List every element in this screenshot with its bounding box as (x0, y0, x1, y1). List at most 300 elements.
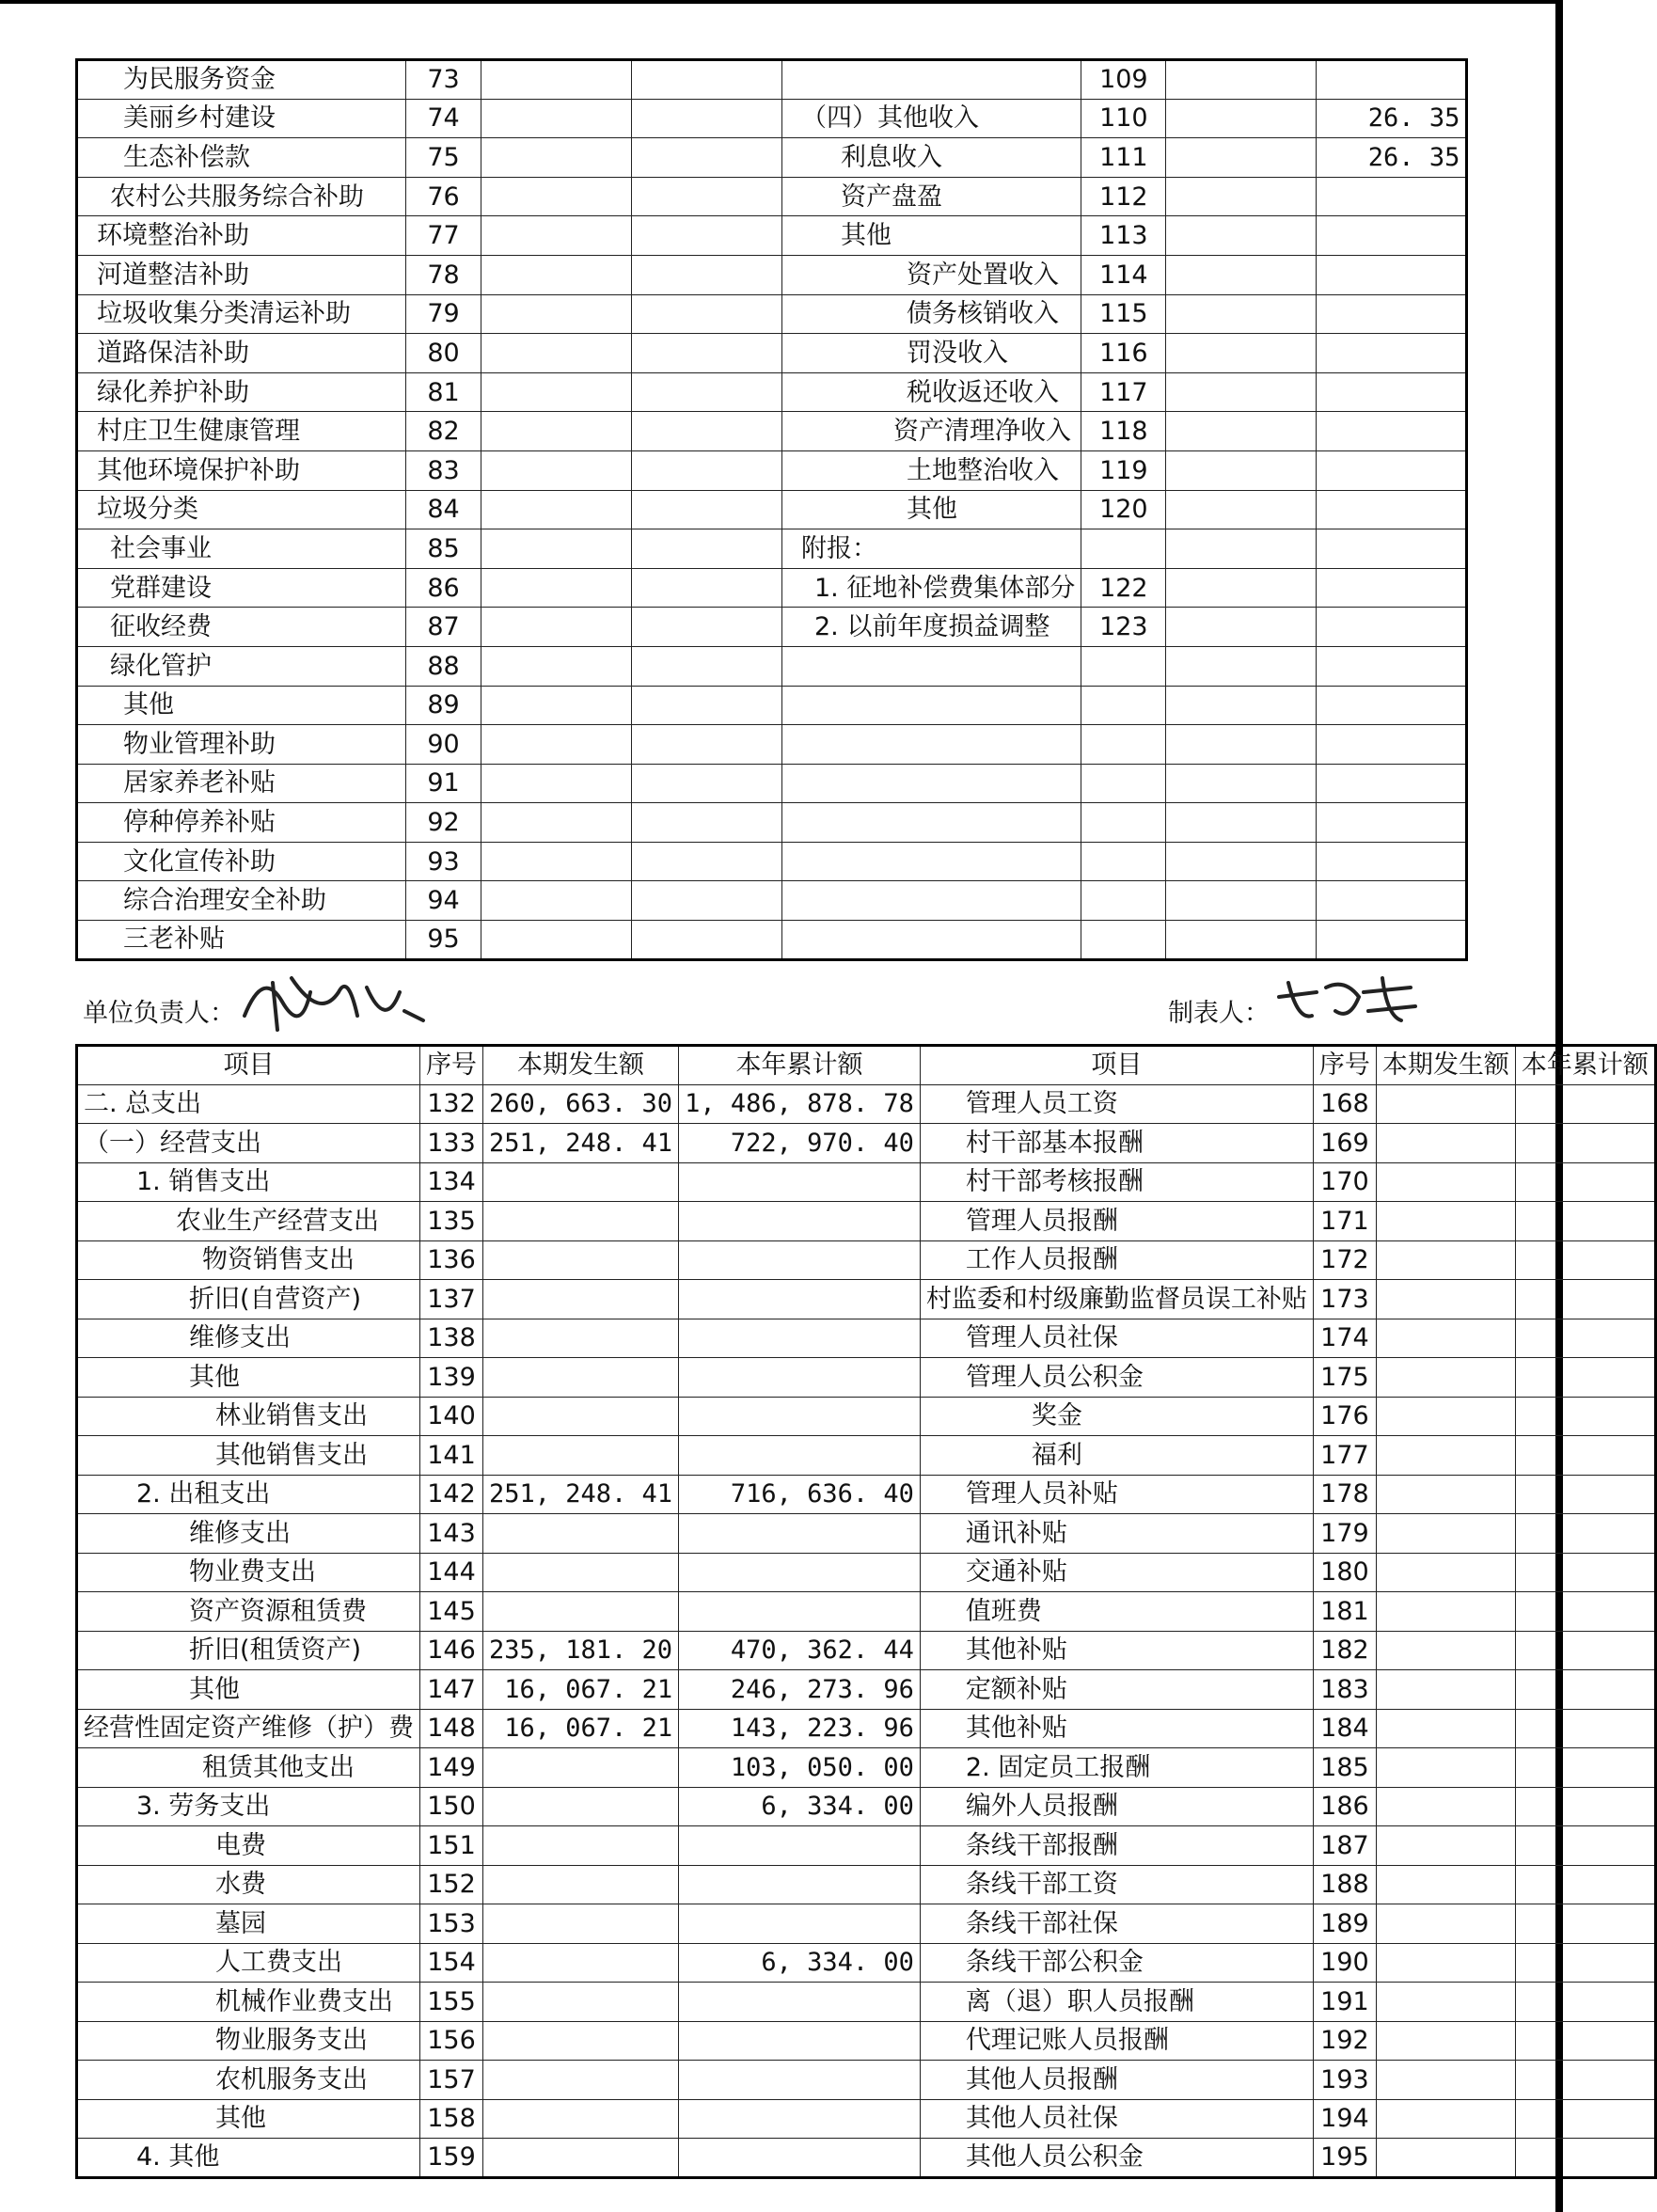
header-item-left: 项目 (77, 1046, 420, 1085)
serial-no-right: 119 (1081, 450, 1166, 490)
current-amount-left: 251, 248. 41 (483, 1475, 679, 1514)
current-amount-right (1376, 1162, 1515, 1202)
table-row (77, 1436, 1656, 1476)
header-no-right: 序号 (1313, 1046, 1376, 1085)
table-row (77, 2099, 1656, 2139)
table-row (77, 921, 1467, 960)
item-name-right: 奖金 (920, 1397, 1313, 1436)
item-name-left: 垃圾收集分类清运补助 (77, 294, 406, 334)
current-amount-right (1376, 1514, 1515, 1554)
current-amount-right (1376, 1084, 1515, 1124)
ytd-amount-right (1515, 1514, 1655, 1554)
ytd-amount-right (1515, 1709, 1655, 1748)
table-row (77, 1709, 1656, 1748)
current-amount-right (1376, 1475, 1515, 1514)
serial-no-left: 152 (420, 1865, 483, 1904)
serial-no-right: 184 (1313, 1709, 1376, 1748)
serial-no-right (1081, 725, 1166, 765)
serial-no-left: 76 (406, 177, 481, 216)
item-name-left: 人工费支出 (77, 1943, 420, 1983)
item-name-left: 租赁其他支出 (77, 1748, 420, 1788)
current-amount-right (1376, 2021, 1515, 2061)
current-amount-right (1376, 1240, 1515, 1280)
ytd-amount-right (1515, 1319, 1655, 1358)
serial-no-right: 190 (1313, 1943, 1376, 1983)
table-row (77, 1592, 1656, 1632)
preparer-label: 制表人： (1168, 999, 1270, 1028)
ytd-amount-right (1515, 1904, 1655, 1944)
serial-no-left: 87 (406, 608, 481, 647)
item-name-left: 其他 (77, 1670, 420, 1710)
serial-no-left: 89 (406, 686, 481, 725)
current-amount-left (483, 1826, 679, 1866)
current-amount-right (1376, 1631, 1515, 1670)
item-name-right: 其他人员公积金 (920, 2139, 1313, 2178)
current-amount-left (483, 1943, 679, 1983)
serial-no-right: 180 (1313, 1553, 1376, 1592)
current-amount-left (481, 568, 632, 608)
ytd-amount-left (679, 1553, 921, 1592)
serial-no-right (1081, 881, 1166, 921)
serial-no-left: 84 (406, 490, 481, 529)
item-name-left: 道路保洁补助 (77, 334, 406, 373)
current-amount-right (1166, 725, 1317, 765)
serial-no-left: 92 (406, 803, 481, 843)
item-name-right: 其他 (782, 216, 1081, 256)
current-amount-right (1166, 764, 1317, 803)
current-amount-right (1376, 1553, 1515, 1592)
ytd-amount-right: 26. 35 (1317, 99, 1467, 138)
table-row (77, 138, 1467, 178)
ytd-amount-right (1515, 2061, 1655, 2100)
item-name-right: 交通补贴 (920, 1553, 1313, 1592)
current-amount-right (1376, 2139, 1515, 2178)
serial-no-left: 136 (420, 1240, 483, 1280)
current-amount-right (1166, 334, 1317, 373)
item-name-right: 值班费 (920, 1592, 1313, 1632)
current-amount-right (1166, 255, 1317, 294)
item-name-left: 机械作业费支出 (77, 1983, 420, 2022)
current-amount-left (481, 138, 632, 178)
ytd-amount-right: 26. 35 (1317, 138, 1467, 178)
serial-no-right: 183 (1313, 1670, 1376, 1710)
item-name-left: （一）经营支出 (77, 1124, 420, 1163)
ytd-amount-right (1317, 608, 1467, 647)
ytd-amount-left: 143, 223. 96 (679, 1709, 921, 1748)
table-row (77, 177, 1467, 216)
item-name-right (782, 725, 1081, 765)
table-row (77, 1514, 1656, 1554)
current-amount-left (481, 490, 632, 529)
header-item-right: 项目 (920, 1046, 1313, 1085)
table-row (77, 686, 1467, 725)
current-amount-right (1166, 529, 1317, 569)
item-name-right: 福利 (920, 1436, 1313, 1476)
table-row (77, 1280, 1656, 1319)
serial-no-left: 75 (406, 138, 481, 178)
current-amount-left (481, 99, 632, 138)
ytd-amount-left: 716, 636. 40 (679, 1475, 921, 1514)
item-name-right: 其他人员社保 (920, 2099, 1313, 2139)
table-row (77, 1787, 1656, 1826)
item-name-left: 物业费支出 (77, 1553, 420, 1592)
item-name-left: 物资销售支出 (77, 1240, 420, 1280)
item-name-left: 其他环境保护补助 (77, 450, 406, 490)
ytd-amount-left (679, 2139, 921, 2178)
current-amount-left (483, 1397, 679, 1436)
serial-no-right: 120 (1081, 490, 1166, 529)
item-name-right: 土地整治收入 (782, 450, 1081, 490)
current-amount-left (481, 764, 632, 803)
ytd-amount-left (632, 490, 782, 529)
serial-no-right: 113 (1081, 216, 1166, 256)
ytd-amount-left (632, 60, 782, 100)
item-name-right: 2. 固定员工报酬 (920, 1748, 1313, 1788)
item-name-left: 村庄卫生健康管理 (77, 412, 406, 451)
item-name-left: 社会事业 (77, 529, 406, 569)
current-amount-right (1376, 1983, 1515, 2022)
ytd-amount-left (632, 99, 782, 138)
serial-no-right: 122 (1081, 568, 1166, 608)
serial-no-right: 176 (1313, 1397, 1376, 1436)
unit-head-label: 单位负责人： (83, 999, 235, 1028)
current-amount-right (1166, 60, 1317, 100)
serial-no-left: 137 (420, 1280, 483, 1319)
table-row (77, 1124, 1656, 1163)
item-name-left: 2. 出租支出 (77, 1475, 420, 1514)
table-row (77, 490, 1467, 529)
serial-no-right (1081, 686, 1166, 725)
item-name-left: 停种停养补贴 (77, 803, 406, 843)
table-row (77, 568, 1467, 608)
current-amount-right (1166, 881, 1317, 921)
serial-no-left: 150 (420, 1787, 483, 1826)
item-name-right: 条线干部公积金 (920, 1943, 1313, 1983)
header-ytd-right: 本年累计额 (1515, 1046, 1655, 1085)
current-amount-right (1376, 1865, 1515, 1904)
current-amount-left: 16, 067. 21 (483, 1709, 679, 1748)
item-name-left: 农村公共服务综合补助 (77, 177, 406, 216)
serial-no-right: 193 (1313, 2061, 1376, 2100)
table-row (77, 1826, 1656, 1866)
ytd-amount-left (632, 138, 782, 178)
current-amount-right (1376, 1124, 1515, 1163)
serial-no-right: 189 (1313, 1904, 1376, 1944)
table-row (77, 1865, 1656, 1904)
item-name-left: 折旧(租赁资产) (77, 1631, 420, 1670)
ytd-amount-right (1515, 1436, 1655, 1476)
current-amount-left (483, 2099, 679, 2139)
current-amount-left: 260, 663. 30 (483, 1084, 679, 1124)
serial-no-right: 118 (1081, 412, 1166, 451)
current-amount-right (1376, 1709, 1515, 1748)
current-amount-right (1166, 372, 1317, 412)
ytd-amount-left: 470, 362. 44 (679, 1631, 921, 1670)
ytd-amount-right (1515, 1787, 1655, 1826)
current-amount-left (483, 1787, 679, 1826)
current-amount-left (481, 646, 632, 686)
serial-no-left: 91 (406, 764, 481, 803)
ytd-amount-right (1317, 686, 1467, 725)
table-row (77, 216, 1467, 256)
serial-no-right: 194 (1313, 2099, 1376, 2139)
scan-edge-top (0, 0, 1563, 4)
current-amount-right (1376, 1436, 1515, 1476)
item-name-left: 河道整洁补助 (77, 255, 406, 294)
current-amount-left (481, 608, 632, 647)
item-name-right: 定额补贴 (920, 1670, 1313, 1710)
ytd-amount-left (679, 1280, 921, 1319)
current-amount-right (1166, 842, 1317, 881)
ytd-amount-right (1515, 1124, 1655, 1163)
current-amount-right (1166, 921, 1317, 960)
current-amount-right (1166, 138, 1317, 178)
serial-no-left: 138 (420, 1319, 483, 1358)
preparer-signature (1270, 969, 1429, 1035)
serial-no-left: 90 (406, 725, 481, 765)
ytd-amount-left (632, 803, 782, 843)
current-amount-left (481, 881, 632, 921)
ytd-amount-left (679, 1240, 921, 1280)
serial-no-left: 135 (420, 1202, 483, 1241)
current-amount-right (1166, 490, 1317, 529)
serial-no-left: 145 (420, 1592, 483, 1632)
table-row (77, 99, 1467, 138)
current-amount-left (481, 216, 632, 256)
ytd-amount-right (1317, 764, 1467, 803)
item-name-left: 其他 (77, 2099, 420, 2139)
serial-no-right: 114 (1081, 255, 1166, 294)
serial-no-left: 142 (420, 1475, 483, 1514)
table-row (77, 1358, 1656, 1398)
item-name-left: 维修支出 (77, 1514, 420, 1554)
table-row (77, 1670, 1656, 1710)
current-amount-left (483, 1865, 679, 1904)
current-amount-left (481, 450, 632, 490)
ytd-amount-right (1317, 412, 1467, 451)
current-amount-right (1376, 1787, 1515, 1826)
ytd-amount-left (679, 1983, 921, 2022)
item-name-right: 离（退）职人员报酬 (920, 1983, 1313, 2022)
ytd-amount-right (1515, 1553, 1655, 1592)
serial-no-right: 168 (1313, 1084, 1376, 1124)
ytd-amount-right (1515, 2021, 1655, 2061)
ytd-amount-right (1515, 1983, 1655, 2022)
ytd-amount-right (1317, 881, 1467, 921)
serial-no-left: 158 (420, 2099, 483, 2139)
item-name-left: 环境整治补助 (77, 216, 406, 256)
item-name-left: 美丽乡村建设 (77, 99, 406, 138)
serial-no-right: 169 (1313, 1124, 1376, 1163)
current-amount-right (1166, 412, 1317, 451)
item-name-right: 编外人员报酬 (920, 1787, 1313, 1826)
serial-no-right: 192 (1313, 2021, 1376, 2061)
ytd-amount-left (679, 1514, 921, 1554)
current-amount-right (1166, 686, 1317, 725)
item-name-left: 其他销售支出 (77, 1436, 420, 1476)
item-name-left: 物业管理补助 (77, 725, 406, 765)
ytd-amount-right (1515, 1202, 1655, 1241)
item-name-right: 资产处置收入 (782, 255, 1081, 294)
table-row (77, 842, 1467, 881)
ytd-amount-right (1317, 60, 1467, 100)
ytd-amount-left (632, 412, 782, 451)
current-amount-left: 235, 181. 20 (483, 1631, 679, 1670)
table-row (77, 294, 1467, 334)
item-name-right (782, 842, 1081, 881)
item-name-right (782, 764, 1081, 803)
current-amount-left (481, 803, 632, 843)
table-row (77, 1202, 1656, 1241)
serial-no-left: 134 (420, 1162, 483, 1202)
current-amount-left: 251, 248. 41 (483, 1124, 679, 1163)
current-amount-left (483, 1280, 679, 1319)
ytd-amount-left (679, 1397, 921, 1436)
current-amount-right (1376, 1397, 1515, 1436)
current-amount-left (481, 921, 632, 960)
item-name-right: 附报： (782, 529, 1081, 569)
item-name-right: 村干部考核报酬 (920, 1162, 1313, 1202)
serial-no-left: 147 (420, 1670, 483, 1710)
item-name-left: 其他 (77, 1358, 420, 1398)
current-amount-right (1376, 1943, 1515, 1983)
table-row (77, 2139, 1656, 2178)
serial-no-left: 86 (406, 568, 481, 608)
current-amount-left (483, 1202, 679, 1241)
item-name-left: 折旧(自营资产) (77, 1280, 420, 1319)
item-name-right: 1. 征地补偿费集体部分 (782, 568, 1081, 608)
table-row (77, 60, 1467, 100)
serial-no-right: 170 (1313, 1162, 1376, 1202)
ytd-amount-right (1515, 2099, 1655, 2139)
ytd-amount-right (1515, 1475, 1655, 1514)
serial-no-left: 141 (420, 1436, 483, 1476)
ytd-amount-left (679, 1865, 921, 1904)
ytd-amount-right (1317, 568, 1467, 608)
ytd-amount-right (1317, 372, 1467, 412)
serial-no-right: 117 (1081, 372, 1166, 412)
current-amount-left (483, 2139, 679, 2178)
item-name-left: 林业销售支出 (77, 1397, 420, 1436)
serial-no-left: 95 (406, 921, 481, 960)
ytd-amount-right (1317, 529, 1467, 569)
ytd-amount-left (632, 372, 782, 412)
table-row (77, 412, 1467, 451)
ytd-amount-left (679, 1592, 921, 1632)
ytd-amount-right (1515, 1162, 1655, 1202)
current-amount-left (483, 2061, 679, 2100)
table-row (77, 1162, 1656, 1202)
current-amount-left (481, 177, 632, 216)
current-amount-left (483, 1240, 679, 1280)
serial-no-left: 144 (420, 1553, 483, 1592)
ytd-amount-right (1515, 1943, 1655, 1983)
ytd-amount-left (679, 2099, 921, 2139)
table-row (77, 2021, 1656, 2061)
item-name-left: 1. 销售支出 (77, 1162, 420, 1202)
ytd-amount-right (1515, 1631, 1655, 1670)
current-amount-right (1376, 1670, 1515, 1710)
item-name-left: 征收经费 (77, 608, 406, 647)
ytd-amount-right (1515, 1280, 1655, 1319)
current-amount-left (483, 1436, 679, 1476)
current-amount-left (481, 842, 632, 881)
ytd-amount-right (1515, 1240, 1655, 1280)
item-name-right: 代理记账人员报酬 (920, 2021, 1313, 2061)
current-amount-right (1376, 1904, 1515, 1944)
serial-no-left: 139 (420, 1358, 483, 1398)
current-amount-left (481, 686, 632, 725)
ytd-amount-left (679, 2061, 921, 2100)
current-amount-left (481, 334, 632, 373)
item-name-right: 村监委和村级廉勤监督员误工补贴 (920, 1280, 1313, 1319)
serial-no-left: 146 (420, 1631, 483, 1670)
item-name-left: 4. 其他 (77, 2139, 420, 2178)
current-amount-left (483, 1904, 679, 1944)
table-row (77, 1240, 1656, 1280)
ytd-amount-left (632, 842, 782, 881)
table-row (77, 1397, 1656, 1436)
ytd-amount-right (1317, 294, 1467, 334)
serial-no-right: 191 (1313, 1983, 1376, 2022)
serial-no-left: 80 (406, 334, 481, 373)
serial-no-left: 156 (420, 2021, 483, 2061)
serial-no-right (1081, 764, 1166, 803)
serial-no-right: 174 (1313, 1319, 1376, 1358)
ytd-amount-left (632, 881, 782, 921)
ytd-amount-left (679, 1826, 921, 1866)
item-name-right: 条线干部报酬 (920, 1826, 1313, 1866)
table-row (77, 1904, 1656, 1944)
ytd-amount-right (1317, 725, 1467, 765)
item-name-right: 其他补贴 (920, 1631, 1313, 1670)
ytd-amount-left (632, 529, 782, 569)
serial-no-right (1081, 842, 1166, 881)
current-amount-right (1376, 1592, 1515, 1632)
serial-no-right: 116 (1081, 334, 1166, 373)
ytd-amount-right (1317, 921, 1467, 960)
item-name-right (782, 881, 1081, 921)
item-name-left: 电费 (77, 1826, 420, 1866)
serial-no-right: 115 (1081, 294, 1166, 334)
ytd-amount-right (1515, 2139, 1655, 2178)
item-name-right (782, 60, 1081, 100)
current-amount-right (1376, 1748, 1515, 1788)
ytd-amount-right (1515, 1748, 1655, 1788)
current-amount-right (1376, 1202, 1515, 1241)
serial-no-left: 94 (406, 881, 481, 921)
serial-no-right: 111 (1081, 138, 1166, 178)
current-amount-right (1376, 1826, 1515, 1866)
item-name-right: 债务核销收入 (782, 294, 1081, 334)
table-row (77, 1748, 1656, 1788)
ytd-amount-left (679, 2021, 921, 2061)
table-row (77, 1631, 1656, 1670)
ytd-amount-right (1515, 1397, 1655, 1436)
serial-no-left: 154 (420, 1943, 483, 1983)
serial-no-right: 175 (1313, 1358, 1376, 1398)
ytd-amount-right (1317, 646, 1467, 686)
item-name-right: 资产盘盈 (782, 177, 1081, 216)
serial-no-right (1081, 529, 1166, 569)
current-amount-left (481, 255, 632, 294)
item-name-right: （四）其他收入 (782, 99, 1081, 138)
serial-no-left: 151 (420, 1826, 483, 1866)
table-row (77, 2061, 1656, 2100)
serial-no-left: 155 (420, 1983, 483, 2022)
ytd-amount-right (1317, 255, 1467, 294)
table-row (77, 608, 1467, 647)
